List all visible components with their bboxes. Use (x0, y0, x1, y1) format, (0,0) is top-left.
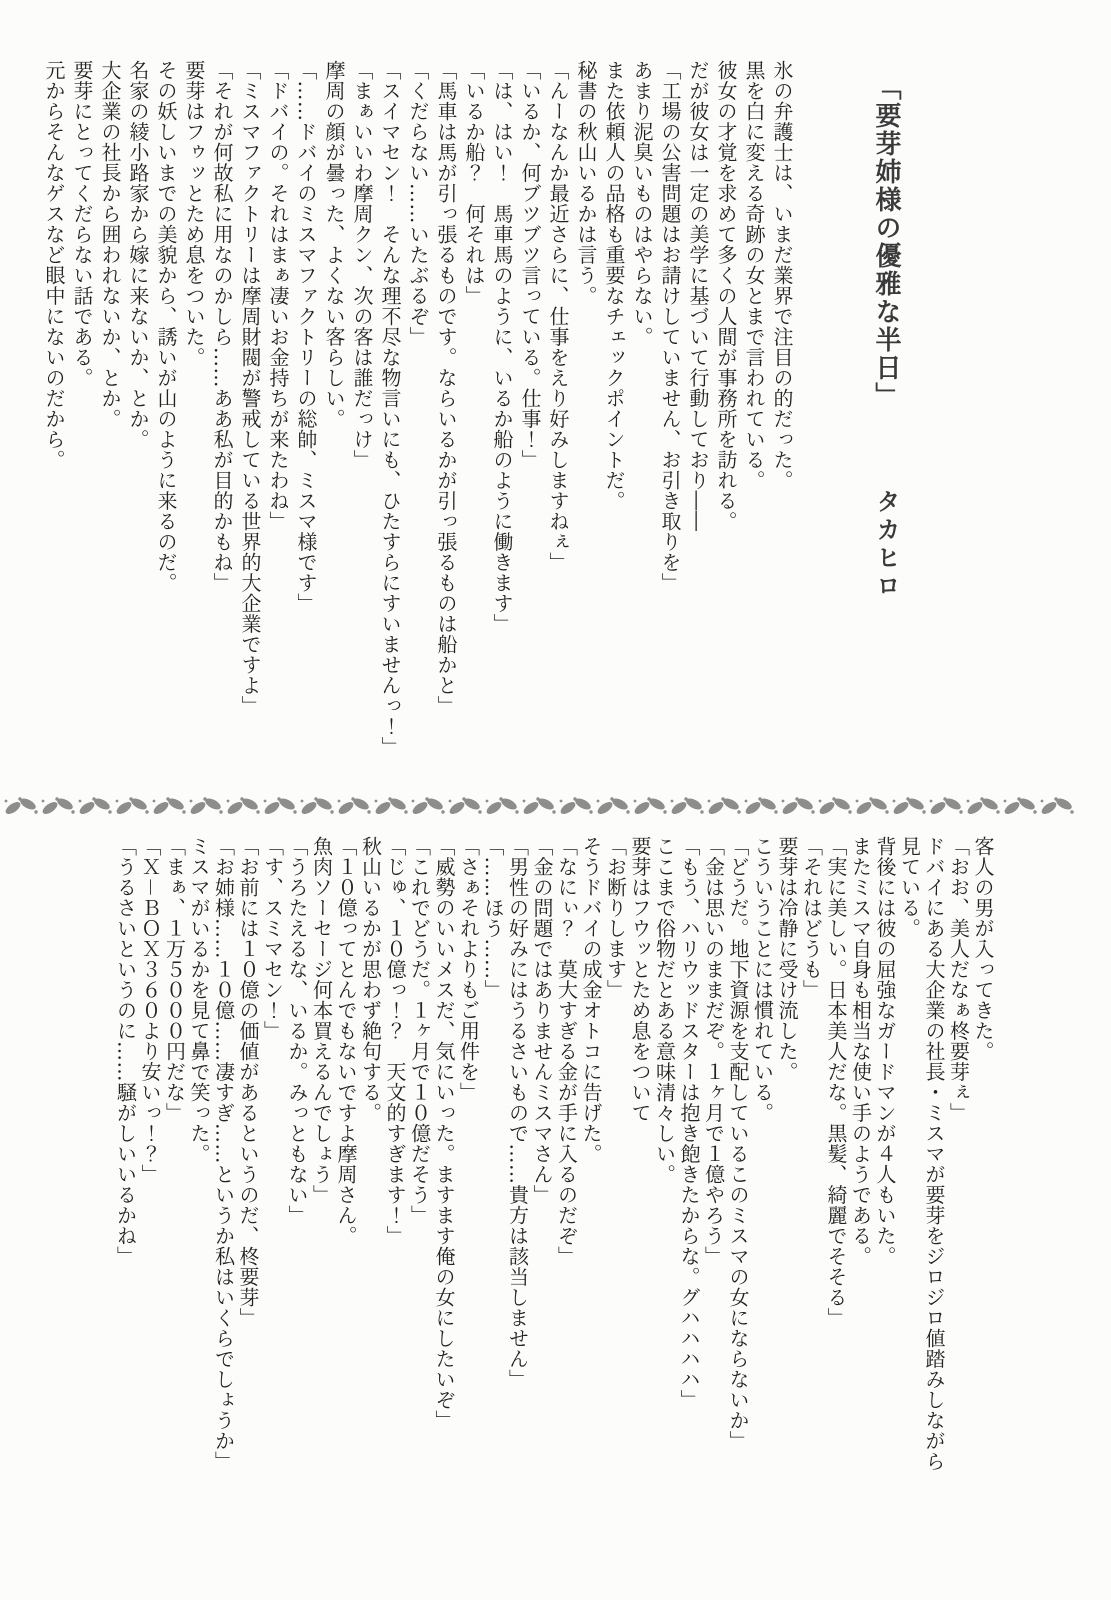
text-column: 摩周の顔が曇った、よくない客らしい。 (322, 60, 346, 429)
text-column: 「馬車は馬が引っ張るものです。ならいるかが引っ張るものは船かと」 (434, 60, 458, 716)
text-column: 「それはどうも」 (799, 836, 824, 1000)
text-column: 彼女の才覚を求めて多くの人間が事務所を訪れる。 (714, 60, 738, 532)
text-column: 要芽にとってくだらない話である。 (70, 60, 94, 388)
text-column: 大企業の社長から囲われないか、とか。 (98, 60, 122, 429)
text-column: 「す、スミマセン！」 (260, 836, 285, 1041)
text-column: ドバイにある大企業の社長・ミスマが要芽をジロジロ値踏みしながら (922, 836, 946, 1472)
text-column: 「なにぃ？ 莫大すぎる金が手に入るのだぞ」 (554, 836, 579, 1267)
text-column: 「お姉様……１０億……凄すぎ……というか私はいくらでしょうか」 (211, 836, 236, 1472)
text-column: 見ている。 (897, 836, 922, 939)
text-column: 「いるか、何ブツブツ言っている。仕事！」 (518, 60, 542, 470)
text-column: 「ドバイの。それはまぁ凄いお金持ちが来たわね」 (266, 60, 290, 532)
text-column: こういうことには慣れている。 (750, 836, 775, 1123)
text-column: また依頼人の品格も重要なチェックポイントだ。 (602, 60, 626, 511)
text-column: 「金の問題ではありませんミスマさん」 (530, 836, 554, 1205)
text-column: 「まぁいいわ摩周クン、次の客は誰だっけ」 (350, 60, 374, 470)
text-column: 「んーなんか最近さらに、仕事をえり好みしますねぇ」 (546, 60, 570, 573)
text-column: 「まぁ、１万５０００円だな」 (162, 836, 187, 1123)
text-column: ここまで俗物だとある意味清々しい。 (652, 836, 677, 1185)
text-column: 秘書の秋山いるかは言う。 (574, 60, 598, 306)
text-column: そうドバイの成金オトコに告げた。 (579, 836, 603, 1164)
text-column: 「くだらない……いたぶるぞ」 (406, 60, 430, 347)
text-column: 「お前には１０億の価値があるというのだ、柊要芽」 (236, 836, 260, 1328)
text-column: 「おお、美人だなぁ柊要芽ぇ」 (946, 836, 971, 1123)
text-column: 「金は思いのままだぞ。１ヶ月で１億やろう」 (701, 836, 726, 1267)
text-column: ミスマがいるかを見て鼻で笑った。 (187, 836, 211, 1164)
text-column: 「工場の公害問題はお請けしていません、お引き取りを」 (658, 60, 682, 593)
text-column: 元からそんなゲスなど眼中にないのだから。 (42, 60, 66, 470)
title-column (866, 60, 906, 762)
page-title: 「要芽姉様の優雅な半日」 (871, 74, 901, 410)
section-part1 (40, 60, 976, 762)
text-column: 魚肉ソーセージ何本買えるんでしょう」 (309, 836, 334, 1205)
text-column: 背後には彼の屈強なガードマンが４人もいた。 (873, 836, 897, 1267)
text-column: 「お断りします」 (603, 836, 628, 1000)
text-column: 「は、はい！ 馬車馬のように、いるか船のように働きます」 (490, 60, 514, 634)
text-column: 「うるさいというのに……騒がしいいるかね」 (113, 836, 138, 1267)
text-column: 「うろたえるな、いるか。みっともない」 (285, 836, 309, 1226)
text-column: 要芽はフゥッとため息をついた。 (182, 60, 206, 368)
text-column: あまり泥臭いものはやらない。 (630, 60, 654, 347)
text-column: 「いるか船？ 何それは」 (462, 60, 486, 306)
text-column: 客人の男が入ってきた。 (971, 836, 995, 1062)
text-column: 名家の綾小路家から嫁に来ないか、とか。 (126, 60, 150, 450)
text-column: 秋山いるかが思わず絶句する。 (358, 836, 383, 1123)
text-column: 「実に美しい。日本美人だな。黒髪、綺麗でそそる」 (824, 836, 848, 1328)
text-column: 「これでどうだ。１ヶ月で１０億だそう」 (407, 836, 432, 1226)
text-column: 「……ドバイのミスマファクトリーの総帥、ミスマ様です」 (294, 60, 318, 614)
text-column: 「それが何故私に用なのかしら……ああ私が目的かもね」 (210, 60, 234, 593)
text-column: 氷の弁護士は、いまだ業界で注目の的だった。 (770, 60, 794, 491)
text-column: 「じゅ、１０億っ！？ 天文的すぎます！」 (383, 836, 407, 1246)
part1-text-columns (40, 60, 796, 762)
text-column: その妖しいまでの美貌から、誘いが山のように来るのだ。 (154, 60, 178, 593)
text-column: 「さぁそれよりもご用件を」 (456, 836, 481, 1103)
text-column: 「１０億ってとんでもないですよ摩周さん。 (334, 836, 358, 1246)
text-column: 要芽は冷静に受け流した。 (775, 836, 799, 1082)
part2-text-columns (113, 836, 995, 1596)
text-column: 「男性の好みにはうるさいもので……貴方は該当しません」 (505, 836, 530, 1390)
text-column: 「もう、ハリウッドスターは抱き飽きたからな。グハハハハ」 (677, 836, 701, 1410)
text-column: 「威勢のいいメスだ、気にいった。ますます俺の女にしたいぞ」 (432, 836, 456, 1431)
text-column: 黒を白に変える奇跡の女とまで言われている。 (742, 60, 766, 491)
leaf-ornament-divider (4, 791, 1087, 817)
text-column: 「……ほう……」 (481, 836, 505, 1000)
text-column: 「ミスマファクトリーは摩周財閥が警戒している世界的大企業ですよ」 (238, 60, 262, 716)
text-column: またミスマ自身も相当な使い手のようである。 (848, 836, 873, 1267)
text-column: 「Ｘ－ＢＯＸ３６０より安いっ！？」 (138, 836, 162, 1185)
author-name: タカヒロ (872, 489, 900, 602)
text-column: 要芽はフウッとため息をついて (628, 836, 652, 1123)
section-part2 (113, 836, 995, 1596)
text-column: 「スイマセン！ そんな理不尽な物言いにも、ひたすらにすいませんっ！」 (378, 60, 402, 757)
text-column: だが彼女は一定の美学に基づいて行動しており―― (686, 60, 710, 532)
text-column: 「どうだ。地下資源を支配しているこのミスマの女にならないか」 (726, 836, 750, 1451)
